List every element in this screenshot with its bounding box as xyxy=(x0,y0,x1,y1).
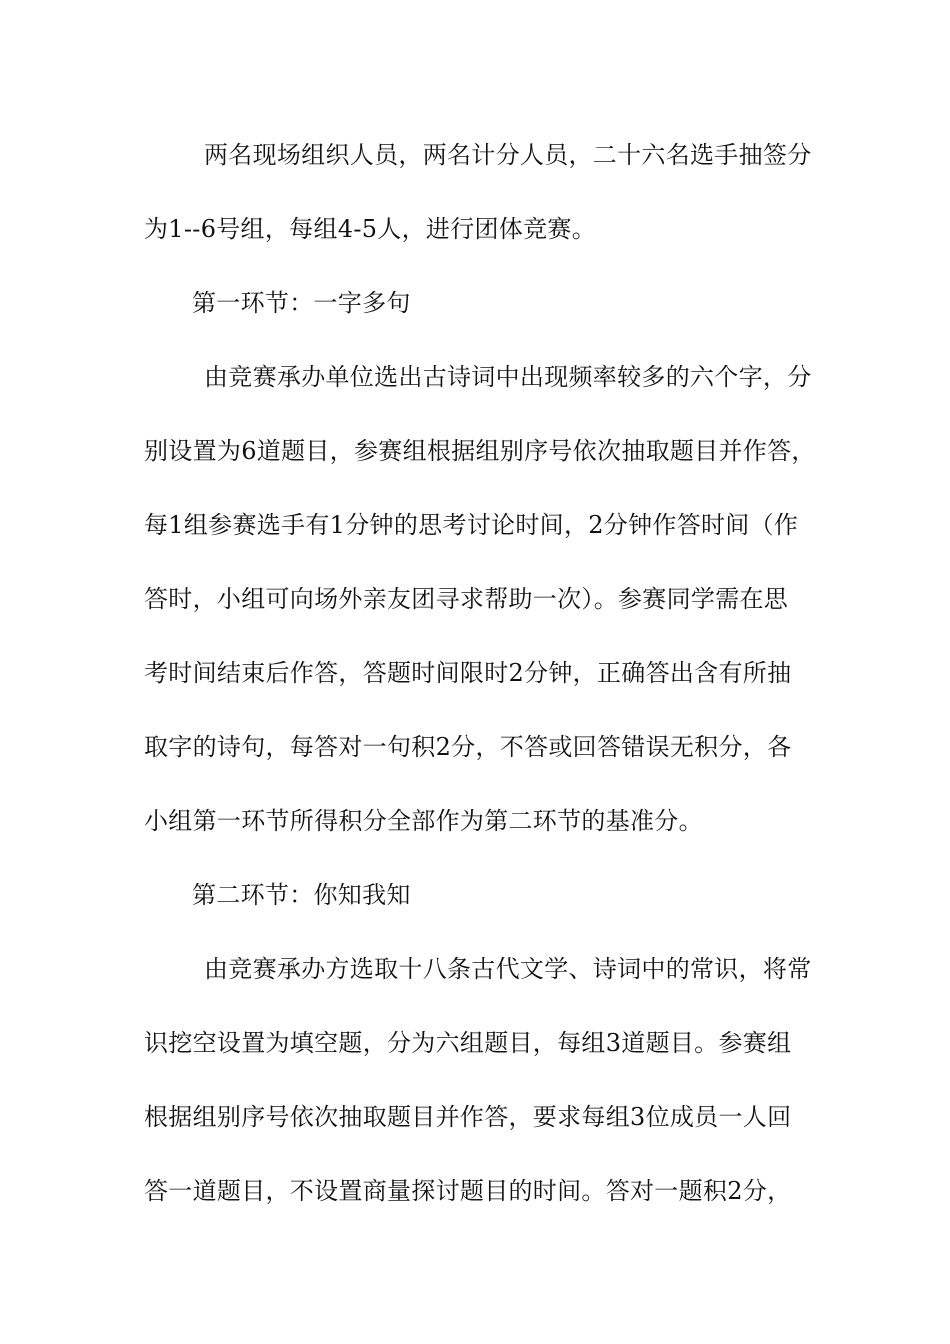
paragraph-line: 根据组别序号依次抽取题目并作答，要求每组3位成员一人回 xyxy=(144,1103,792,1131)
paragraph-line: 取字的诗句，每答对一句积2分，不答或回答错误无积分，各 xyxy=(144,733,792,761)
paragraph-line: 小组第一环节所得积分全部作为第二环节的基准分。 xyxy=(144,807,703,835)
paragraph-line: 答时，小组可向场外亲友团寻求帮助一次）。参赛同学需在思 xyxy=(144,585,789,613)
paragraph-line: 每1组参赛选手有1分钟的思考讨论时间，2分钟作答时间（作 xyxy=(144,511,799,539)
paragraph-line: 由竞赛承办方选取十八条古代文学、诗词中的常识，将常 xyxy=(204,955,812,983)
paragraph-line: 考时间结束后作答，答题时间限时2分钟，正确答出含有所抽 xyxy=(144,659,792,687)
paragraph-line: 答一道题目，不设置商量探讨题目的时间。答对一题积2分， xyxy=(144,1177,792,1205)
section-heading-1: 第一环节：一字多句 xyxy=(192,289,411,317)
paragraph-line: 识挖空设置为填空题，分为六组题目，每组3道题目。参赛组 xyxy=(144,1029,792,1057)
paragraph-line: 别设置为6道题目，参赛组根据组别序号依次抽取题目并作答， xyxy=(144,437,816,465)
paragraph-line: 由竞赛承办单位选出古诗词中出现频率较多的六个字，分 xyxy=(204,363,812,391)
paragraph-line: 为1--6号组，每组4-5人，进行团体竞赛。 xyxy=(144,215,597,243)
paragraph-line: 两名现场组织人员，两名计分人员，二十六名选手抽签分 xyxy=(204,141,812,169)
section-heading-2: 第二环节：你知我知 xyxy=(192,881,411,909)
